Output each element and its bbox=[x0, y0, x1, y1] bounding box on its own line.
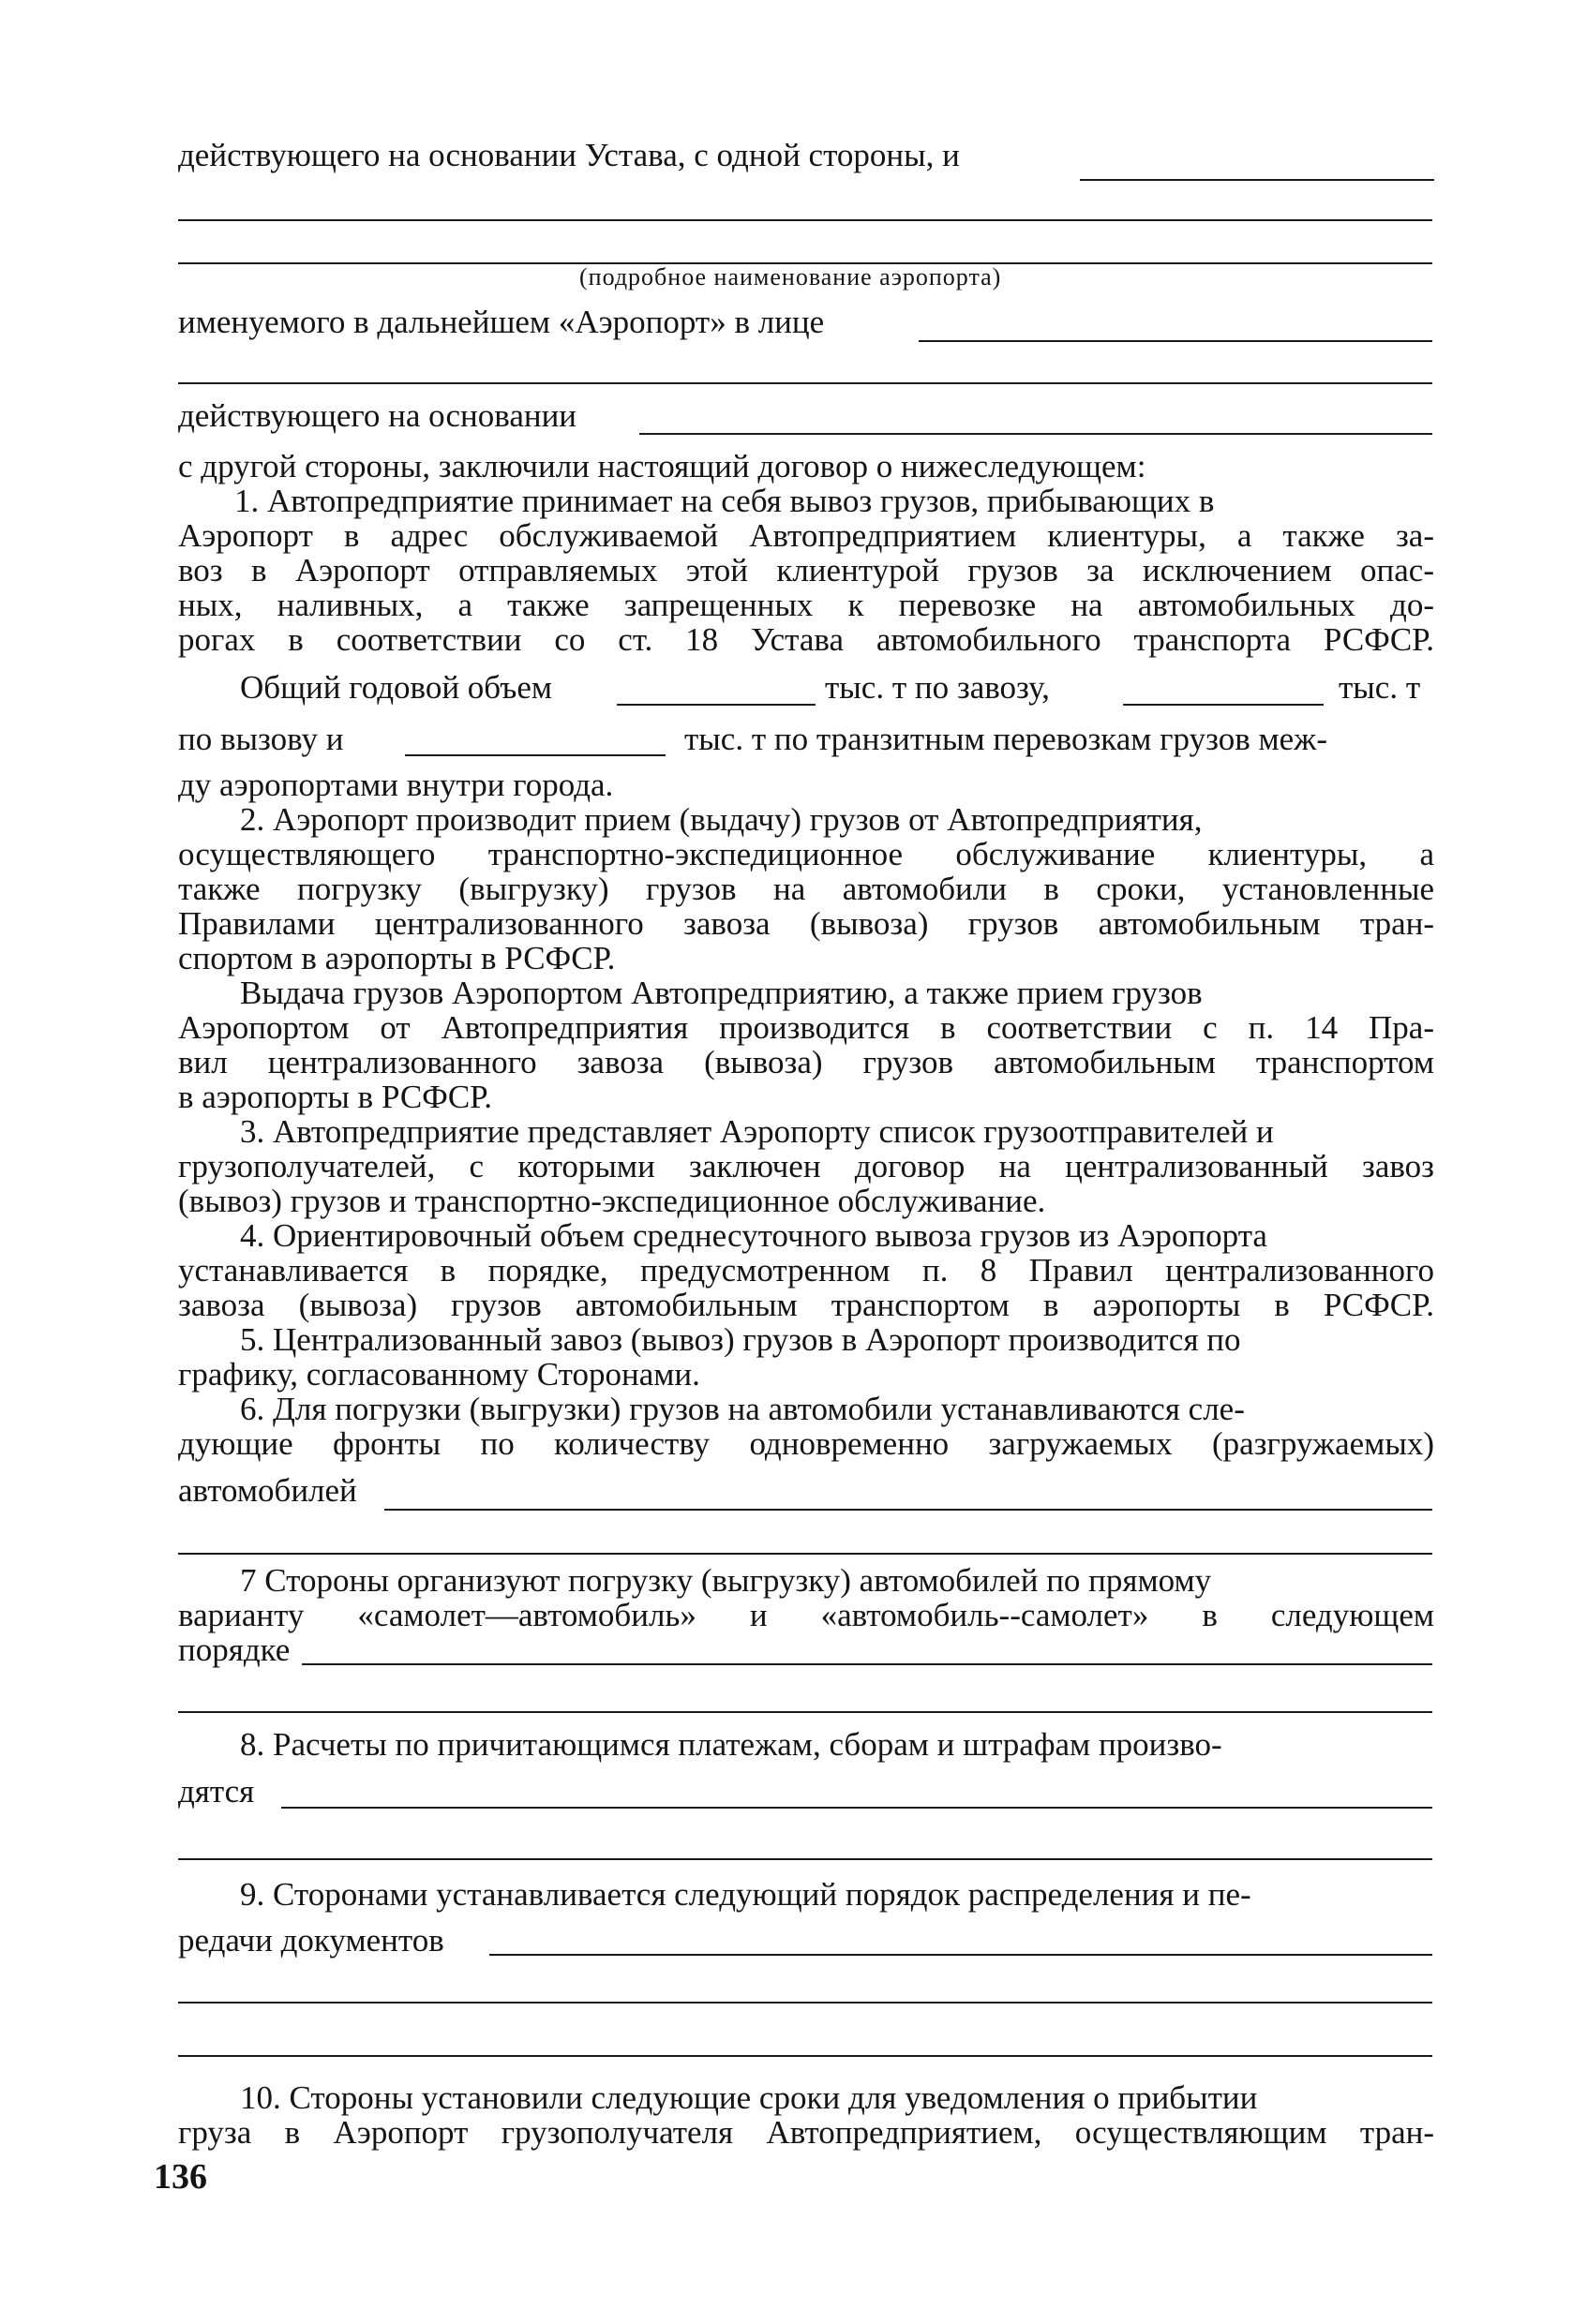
fill-line bbox=[489, 1954, 1432, 1956]
p7-line: порядке bbox=[178, 1631, 291, 1668]
header-line-2: именуемого в дальнейшем «Аэропорт» в лице bbox=[178, 304, 825, 340]
fill-line bbox=[1123, 704, 1324, 706]
p7-line: 7 Стороны организуют погрузку (выгрузку) автомобилей по прямому bbox=[240, 1562, 1212, 1599]
fill-line bbox=[384, 1509, 1432, 1511]
p6-line: 6. Для погрузки (выгрузки) грузов на автомобили устанавливаются сле- bbox=[240, 1391, 1245, 1427]
fill-line bbox=[178, 2002, 1432, 2004]
p2b-line: вил централизованного завоза (вывоза) грузов автомобильным транспортом bbox=[178, 1044, 1434, 1080]
p2-line: осуществляющего транспортно-экспедиционное обслуживание клиентуры, а bbox=[178, 836, 1434, 872]
p3-line: (вывоз) грузов и транспортно-экспедиционное обслуживание. bbox=[178, 1183, 1046, 1219]
header-line-4: с другой стороны, заключили настоящий договор о нижеследующем: bbox=[178, 448, 1146, 484]
page-number: 136 bbox=[154, 2157, 207, 2197]
volume-label-transit: тыс. т по транзитным перевозкам грузов меж- bbox=[684, 721, 1327, 757]
p9-line: редачи документов bbox=[178, 1922, 444, 1959]
p2b-line: Аэропортом от Автопредприятия производится в соответствии с п. 14 Пра- bbox=[178, 1009, 1434, 1046]
fill-line bbox=[302, 1663, 1432, 1665]
fill-line bbox=[617, 704, 816, 706]
p5-line: графику, согласованному Сторонами. bbox=[178, 1356, 700, 1393]
p1-line: рогах в соответствии со ст. 18 Устава автомобильного транспорта РСФСР. bbox=[178, 621, 1434, 658]
p4-line: завоза (вывоза) грузов автомобильным транспортом в аэропорты в РСФСР. bbox=[178, 1287, 1434, 1323]
header-line-1: действующего на основании Устава, с одной стороны, и bbox=[178, 137, 960, 173]
fill-line bbox=[178, 382, 1432, 384]
fill-line bbox=[1080, 179, 1434, 181]
p1-line: 1. Автопредприятие принимает на себя вывоз грузов, прибывающих в bbox=[234, 483, 1215, 519]
fill-line bbox=[178, 219, 1432, 221]
p2b-line: Выдача грузов Аэропортом Автопредприятию, а также прием грузов bbox=[240, 975, 1203, 1011]
p4-line: 4. Ориентировочный объем среднесуточного вывоза грузов из Аэропорта bbox=[240, 1217, 1267, 1254]
p8-line: дятся bbox=[178, 1773, 255, 1810]
p10-line: груза в Аэропорт грузополучателя Автопредприятием, осуществляющим тран- bbox=[178, 2114, 1434, 2151]
p3-line: грузополучателей, с которыми заключен договор на централизованный завоз bbox=[178, 1148, 1434, 1184]
volume-label-inbound: тыс. т по завозу, bbox=[825, 669, 1050, 706]
p5-line: 5. Централизованный завоз (вывоз) грузов в Аэропорт производится по bbox=[240, 1321, 1241, 1358]
volume-label-outbound: по вызову и bbox=[178, 721, 344, 757]
p6-line: дующие фронты по количеству одновременно загружаемых (разгружаемых) bbox=[178, 1425, 1434, 1462]
fill-line bbox=[178, 1553, 1432, 1555]
fill-line bbox=[178, 2055, 1432, 2057]
header-line-3: действующего на основании bbox=[178, 397, 577, 434]
p8-line: 8. Расчеты по причитающимся платежам, сборам и штрафам произво- bbox=[240, 1726, 1222, 1763]
p1-line: Аэропорт в адрес обслуживаемой Автопредприятием клиентуры, а также за- bbox=[178, 517, 1434, 554]
p2-line: спортом в аэропорты в РСФСР. bbox=[178, 940, 616, 976]
p1-line: воз в Аэропорт отправляемых этой клиентурой грузов за исключением опас- bbox=[178, 552, 1434, 588]
p4-line: устанавливается в порядке, предусмотренном п. 8 Правил централизованного bbox=[178, 1252, 1434, 1289]
fill-line bbox=[639, 433, 1432, 435]
caption-airport-name: (подробное наименование аэропорта) bbox=[579, 263, 1002, 290]
volume-label-unit: тыс. т bbox=[1339, 669, 1421, 706]
p2-line: также погрузку (выгрузку) грузов на автомобили в сроки, установленные bbox=[178, 871, 1434, 907]
fill-line bbox=[281, 1807, 1432, 1809]
p3-line: 3. Автопредприятие представляет Аэропорту список грузоотправителей и bbox=[240, 1113, 1274, 1150]
fill-line bbox=[405, 754, 666, 756]
p1-line: ных, наливных, а также запрещенных к перевозке на автомобильных до- bbox=[178, 587, 1434, 623]
volume-label-transit-end: ду аэропортами внутри города. bbox=[178, 767, 614, 803]
p2b-line: в аэропорты в РСФСР. bbox=[178, 1079, 493, 1115]
p7-line: варианту «самолет—автомобиль» и «автомобиль--самолет» в следующем bbox=[178, 1597, 1434, 1633]
p9-line: 9. Сторонами устанавливается следующий порядок распределения и пе- bbox=[240, 1876, 1251, 1913]
p2-line: Правилами централизованного завоза (вывоза) грузов автомобильным тран- bbox=[178, 905, 1434, 942]
fill-line bbox=[178, 1858, 1432, 1860]
p2-line: 2. Аэропорт производит прием (выдачу) грузов от Автопредприятия, bbox=[240, 801, 1203, 838]
p6-line: автомобилей bbox=[178, 1472, 357, 1509]
p10-line: 10. Стороны установили следующие сроки для уведомления о прибытии bbox=[240, 2079, 1258, 2116]
fill-line bbox=[919, 340, 1432, 342]
fill-line bbox=[178, 1711, 1432, 1713]
volume-label-total: Общий годовой объем bbox=[240, 669, 553, 706]
